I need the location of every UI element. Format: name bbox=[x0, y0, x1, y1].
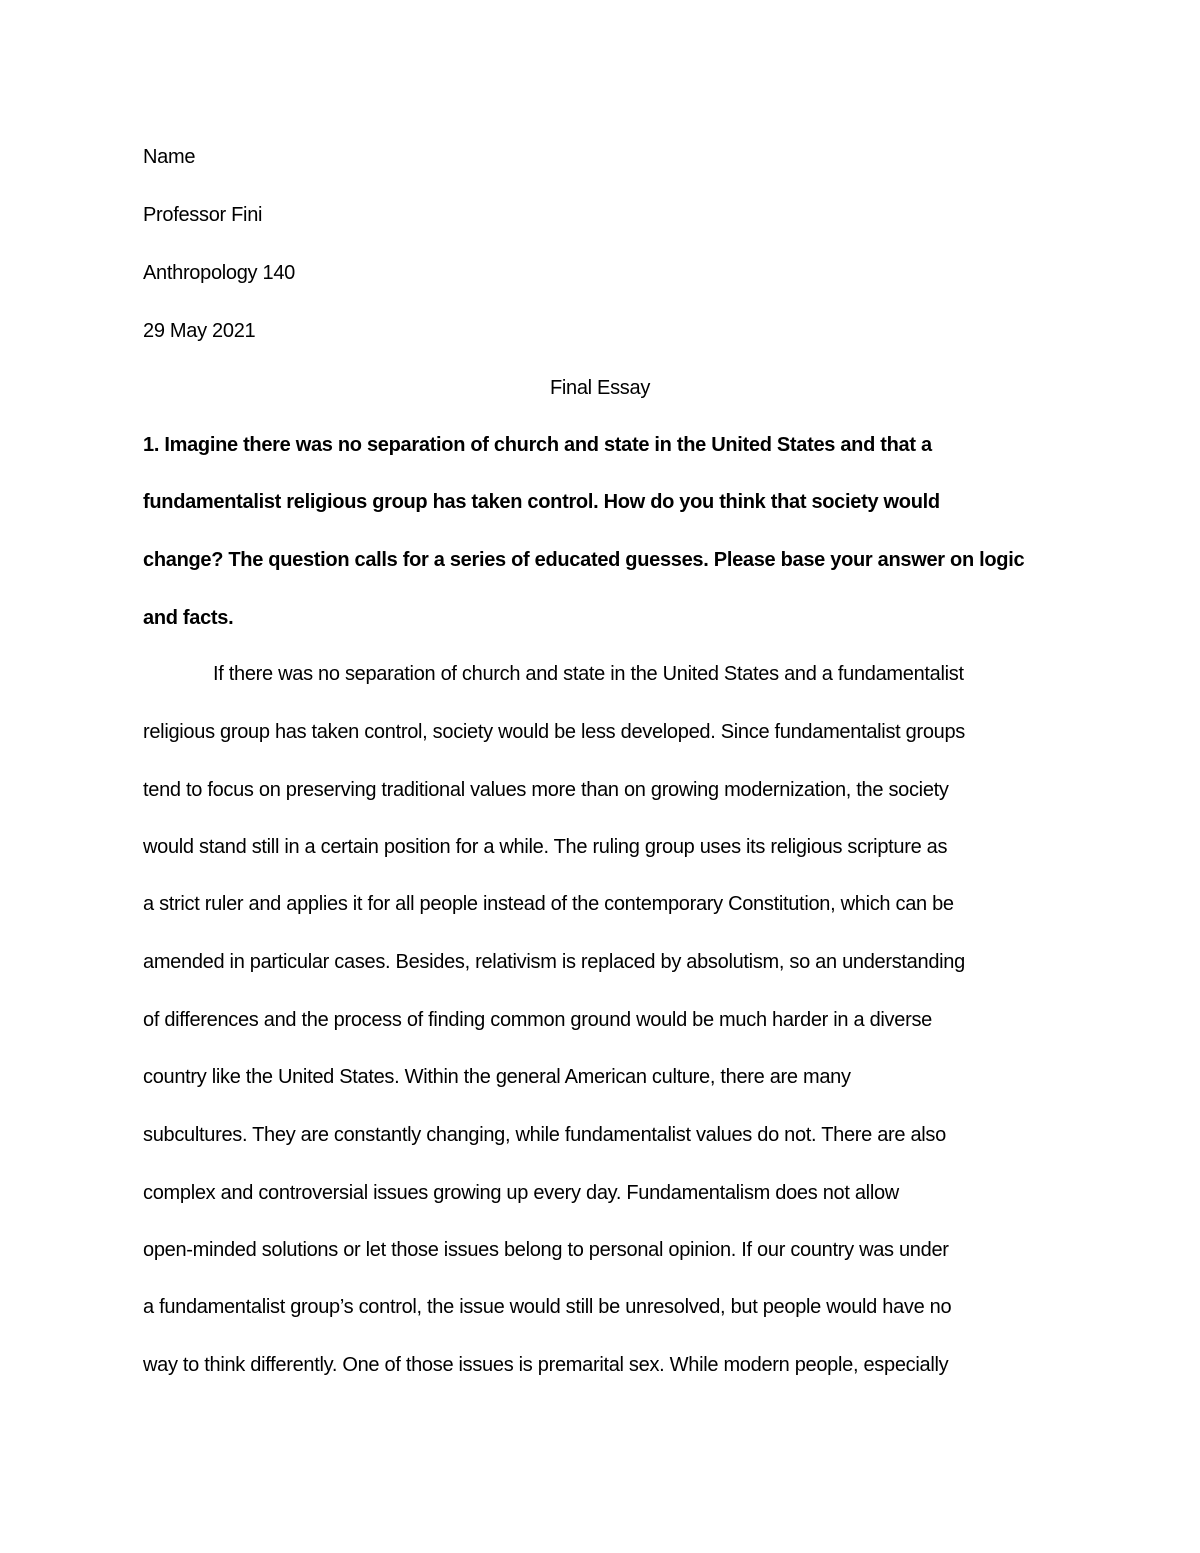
essay-title: Final Essay bbox=[549, 377, 651, 399]
question-line: 1. Imagine there was no separation of church and state in the United States and that a bbox=[143, 434, 932, 456]
question-line: fundamentalist religious group has taken control. How do you think that society would bbox=[143, 491, 940, 513]
body-line: a fundamentalist group’s control, the issue would still be unresolved, but people would have no bbox=[143, 1296, 952, 1318]
body-line: subcultures. They are constantly changing, while fundamentalist values do not. There are also bbox=[143, 1124, 946, 1146]
body-line: If there was no separation of church and state in the United States and a fundamentalist bbox=[213, 663, 964, 685]
course-name: Anthropology 140 bbox=[143, 262, 295, 284]
body-line: amended in particular cases. Besides, relativism is replaced by absolutism, so an understanding bbox=[143, 951, 965, 973]
student-name: Name bbox=[143, 146, 196, 168]
body-line: way to think differently. One of those issues is premarital sex. While modern people, especially bbox=[143, 1354, 949, 1376]
body-line: religious group has taken control, society would be less developed. Since fundamentalist groups bbox=[143, 721, 966, 743]
body-line: tend to focus on preserving traditional values more than on growing modernization, the society bbox=[143, 779, 949, 801]
question-line: change? The question calls for a series of educated guesses. Please base your answer on logic bbox=[143, 549, 1025, 571]
body-line: of differences and the process of finding common ground would be much harder in a diverse bbox=[143, 1009, 932, 1031]
body-line: a strict ruler and applies it for all people instead of the contemporary Constitution, which can be bbox=[143, 893, 954, 915]
body-line: country like the United States. Within the general American culture, there are many bbox=[143, 1066, 851, 1088]
body-line: open-minded solutions or let those issues belong to personal opinion. If our country was under bbox=[143, 1239, 949, 1261]
question-line: and facts. bbox=[143, 607, 234, 629]
professor-name: Professor Fini bbox=[143, 204, 263, 226]
essay-date: 29 May 2021 bbox=[143, 320, 256, 342]
body-line: would stand still in a certain position for a while. The ruling group uses its religious scripture as bbox=[143, 836, 948, 858]
body-line: complex and controversial issues growing up every day. Fundamentalism does not allow bbox=[143, 1182, 899, 1204]
